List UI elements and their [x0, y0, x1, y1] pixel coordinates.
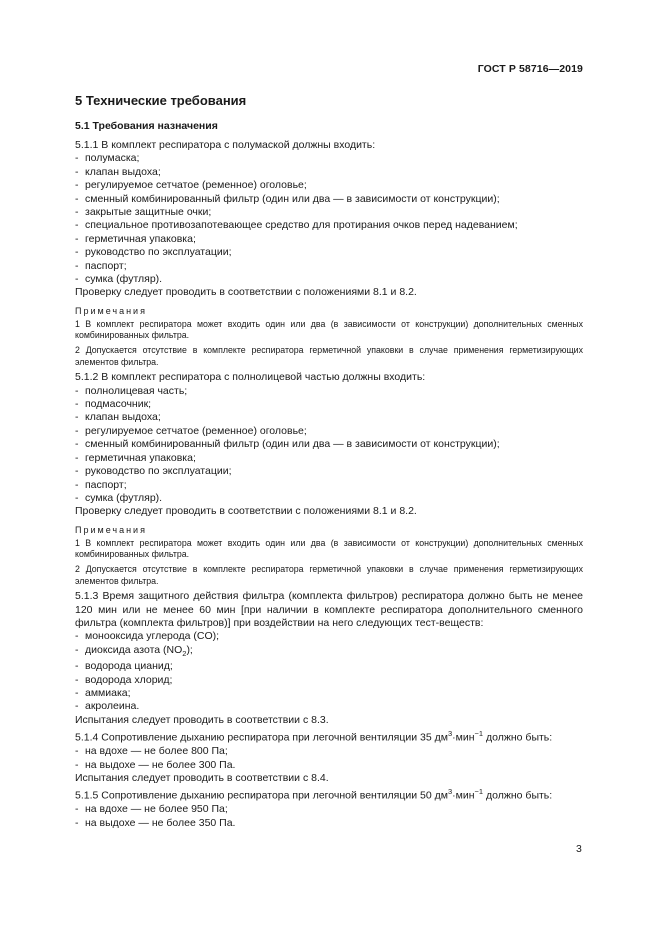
clause-text: должно быть:	[483, 731, 553, 744]
clause-5-1-4-intro	[75, 727, 583, 745]
clause-text: ·мин	[452, 789, 475, 802]
list-item: - сменный комбинированный фильтр (один или два — в зависимости от конструкции);	[75, 438, 583, 451]
list-item: - герметичная упаковка;	[75, 452, 583, 465]
list-item: - клапан выдоха;	[75, 411, 583, 424]
list-item: - специальное противозапотевающее средство для протирания очков перед надеванием;	[75, 219, 583, 232]
list-item: - монооксида углерода (CO);	[75, 630, 583, 643]
subscript: 2	[182, 648, 187, 658]
note-1: 1 В комплект респиратора может входить один или два (в зависимости от конструкции) дополнительных сменных комбинированных фильтра.	[75, 537, 583, 560]
list-item: - сменный комбинированный фильтр (один или два — в зависимости от конструкции);	[75, 193, 583, 206]
note-2: 2 Допускается отсутствие в комплекте респиратора герметичной упаковки в случае применения герметизирующих элементов фильтра.	[75, 563, 583, 586]
clause-5-1-3-intro: 5.1.3 Время защитного действия фильтра (комплекта фильтров) респиратора должно быть не менее 120 мин или не менее 60 мин [при наличии в комплекте респиратора дополнительного сменного фильтра (комплекта фильтров)] при воздействии на него следующих тест-веществ:	[75, 590, 583, 629]
list-item: - сумка (футляр).	[75, 492, 583, 505]
list-item: - закрытые защитные очки;	[75, 206, 583, 219]
list-item: - полумаска;	[75, 152, 583, 165]
notes-heading: Примечания	[75, 305, 147, 316]
clause-5-1-1-intro-text: 5.1.1 В комплект респиратора с полумаской должны входить:	[75, 139, 376, 151]
list-item: - акролеина.	[75, 700, 583, 713]
superscript: −1	[474, 787, 484, 797]
list-item: - на выдохе — не более 350 Па.	[75, 817, 583, 830]
clause-text: ·мин	[452, 731, 475, 744]
list-item: - руководство по эксплуатации;	[75, 246, 583, 259]
list-item: - подмасочник;	[75, 398, 583, 411]
clause-5-1-4-check: Испытания следует проводить в соответствии с 8.4.	[75, 771, 329, 784]
list-item	[75, 644, 583, 661]
clause-5-1-3-list	[75, 630, 583, 714]
page-number: 3	[576, 843, 582, 855]
list-item-text: );	[186, 643, 193, 656]
list-item: - полнолицевая часть;	[75, 385, 583, 398]
list-item: - герметичная упаковка;	[75, 233, 583, 246]
clause-5-1-2-check: Проверку следует проводить в соответствии с положениями 8.1 и 8.2.	[75, 505, 417, 518]
clause-5-1-2-list	[75, 385, 583, 506]
clause-5-1-1-check: Проверку следует проводить в соответствии с положениями 8.1 и 8.2.	[75, 286, 417, 299]
list-item: - клапан выдоха;	[75, 166, 583, 179]
clause-5-1-1-intro	[75, 139, 583, 152]
clause-5-1-5-list	[75, 803, 583, 830]
superscript: 3	[447, 787, 453, 797]
clause-5-1-1-list	[75, 152, 583, 286]
clause-text: 5.1.4 Сопротивление дыханию респиратора при легочной вентиляции 35 дм	[75, 731, 448, 744]
list-item: - регулируемое сетчатое (ременное) оголовье;	[75, 179, 583, 192]
subsection-title: 5.1 Требования назначения	[75, 120, 218, 132]
clause-5-1-4-list	[75, 745, 583, 772]
clause-text: должно быть:	[483, 789, 553, 802]
superscript: 3	[447, 729, 453, 739]
section-title: 5 Технические требования	[75, 93, 247, 108]
superscript: −1	[474, 729, 484, 739]
list-item: - паспорт;	[75, 260, 583, 273]
note-1: 1 В комплект респиратора может входить один или два (в зависимости от конструкции) дополнительных сменных комбинированных фильтра.	[75, 318, 583, 341]
page-content	[75, 93, 583, 830]
list-item: - паспорт;	[75, 479, 583, 492]
list-item: - сумка (футляр).	[75, 273, 583, 286]
list-item: - водорода хлорид;	[75, 674, 583, 687]
clause-5-1-2-intro: 5.1.2 В комплект респиратора с полнолицевой частью должны входить:	[75, 371, 426, 384]
list-item: - аммиака;	[75, 687, 583, 700]
clause-5-1-5-intro	[75, 785, 583, 803]
list-item: - на выдохе — не более 300 Па.	[75, 759, 583, 772]
list-item: - регулируемое сетчатое (ременное) оголовье;	[75, 425, 583, 438]
document-code: ГОСТ Р 58716—2019	[477, 63, 583, 75]
notes-heading: Примечания	[75, 524, 147, 535]
note-2: 2 Допускается отсутствие в комплекте респиратора герметичной упаковки в случае применения герметизирующих элементов фильтра.	[75, 345, 583, 367]
clause-text: 5.1.5 Сопротивление дыханию респиратора при легочной вентиляции 50 дм	[75, 789, 448, 802]
list-item-text: диоксида азота (NO	[85, 643, 183, 656]
list-item: - на вдохе — не более 950 Па;	[75, 803, 583, 816]
list-item: - на вдохе — не более 800 Па;	[75, 745, 583, 758]
list-item: - водорода цианид;	[75, 660, 583, 673]
list-item: - руководство по эксплуатации;	[75, 465, 583, 478]
clause-5-1-3-check: Испытания следует проводить в соответствии с 8.3.	[75, 713, 329, 726]
